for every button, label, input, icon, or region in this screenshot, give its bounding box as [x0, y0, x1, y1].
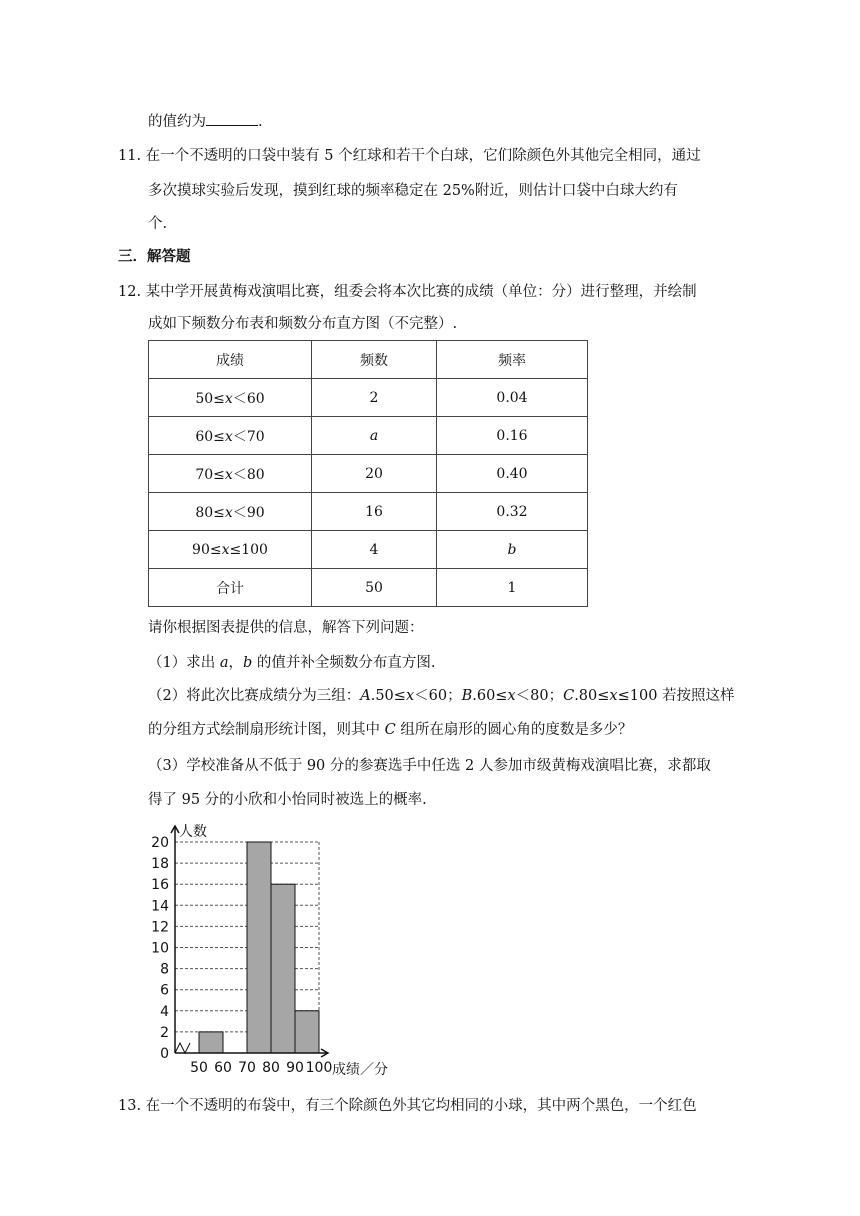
histogram-bar — [271, 884, 295, 1053]
count-cell: 2 — [312, 379, 437, 417]
x-tick-label: 50 — [190, 1060, 208, 1076]
q12-line1: 12. 某中学开展黄梅戏演唱比赛，组委会将本次比赛的成绩（单位：分）进行整理，并绘制 — [118, 284, 697, 300]
table-header-row — [149, 341, 588, 379]
frequency-table — [148, 340, 588, 607]
q12-number: 12. — [118, 284, 142, 300]
x-tick-label: 70 — [238, 1060, 256, 1076]
q11-line2: 多次摸球实验后发现，摸到红球的频率稳定在 25%附近，则估计口袋中白球大约有 — [148, 183, 678, 199]
q11-line1: 11. 在一个不透明的口袋中装有 5 个红球和若干个白球，它们除颜色外其他完全相同，通过 — [118, 148, 701, 164]
y-tick-label: 10 — [151, 940, 169, 957]
y-tick-label: 8 — [160, 961, 169, 978]
q13-number: 13. — [118, 1098, 142, 1114]
q11-line3: 个. — [148, 216, 168, 232]
table-row — [149, 417, 588, 455]
y-tick-label: 6 — [160, 982, 169, 999]
y-tick-label: 4 — [160, 1003, 169, 1020]
x-axis-label: 成绩／分 — [332, 1062, 388, 1078]
frequency-cell: 0.04 — [437, 379, 588, 417]
histogram-bar — [295, 1011, 319, 1053]
total-label: 合计 — [149, 569, 312, 607]
table-total-row — [149, 569, 588, 607]
count-cell: 20 — [312, 455, 437, 493]
x-tick-label: 60 — [214, 1060, 232, 1076]
q12-part1: （1）求出 a，b 的值并补全频数分布直方图. — [148, 655, 436, 671]
frequency-cell: 0.16 — [437, 417, 588, 455]
y-axis-label: 人数 — [179, 824, 207, 840]
y-tick-label: 20 — [151, 835, 169, 851]
y-tick-label: 12 — [151, 919, 169, 936]
header-frequency: 频率 — [437, 341, 588, 379]
q10-tail: 的值约为 . — [148, 111, 263, 132]
score-range-cell: 50≤x＜60 — [149, 379, 312, 417]
header-score: 成绩 — [149, 341, 312, 379]
y-tick-label: 2 — [160, 1024, 169, 1041]
histogram-bar — [247, 842, 271, 1053]
count-cell: 4 — [312, 531, 437, 569]
table-row — [149, 379, 588, 417]
y-tick-label: 14 — [151, 898, 169, 915]
score-range-cell: 90≤x≤100 — [149, 531, 312, 569]
histogram-bar — [199, 1032, 223, 1053]
q12-line2: 成如下频数分布表和频数分布直方图（不完整）. — [148, 316, 458, 332]
frequency-cell: 0.32 — [437, 493, 588, 531]
total-frequency: 1 — [437, 569, 588, 607]
q12-part2-line2: 的分组方式绘制扇形统计图，则其中 C 组所在扇形的圆心角的度数是多少？ — [148, 722, 633, 738]
q13-line1: 13. 在一个不透明的布袋中，有三个除颜色外其它均相同的小球，其中两个黑色，一个红色 — [118, 1098, 697, 1114]
count-cell: a — [312, 417, 437, 455]
q11-number: 11. — [118, 148, 142, 164]
score-range-cell: 60≤x＜70 — [149, 417, 312, 455]
y-tick-label: 0 — [160, 1046, 169, 1062]
score-range-cell: 80≤x＜90 — [149, 493, 312, 531]
q12-part3-line2: 得了 95 分的小欣和小怡同时被选上的概率. — [148, 792, 427, 808]
frequency-cell: 0.40 — [437, 455, 588, 493]
axis-break — [175, 1043, 190, 1053]
frequency-histogram — [140, 814, 410, 1084]
q12-prompt: 请你根据图表提供的信息，解答下列问题： — [148, 620, 424, 636]
y-tick-label: 16 — [151, 877, 169, 894]
table-row — [149, 493, 588, 531]
q12-part3-line1: （3）学校准备从不低于 90 分的参赛选手中任选 2 人参加市级黄梅戏演唱比赛，求都取 — [148, 758, 711, 774]
x-tick-label: 90 — [286, 1060, 304, 1076]
table-row — [149, 531, 588, 569]
total-count: 50 — [312, 569, 437, 607]
q12-part2-line1: （2）将此次比赛成绩分为三组：A.50≤x＜60；B.60≤x＜80；C.80≤x≤100 若按照这样 — [148, 688, 735, 704]
frequency-cell: b — [437, 531, 588, 569]
table-row — [149, 455, 588, 493]
count-cell: 16 — [312, 493, 437, 531]
x-tick-label: 100 — [305, 1060, 333, 1076]
header-count: 频数 — [312, 341, 437, 379]
section-heading: 三．解答题 — [118, 248, 191, 265]
score-range-cell: 70≤x＜80 — [149, 455, 312, 493]
y-tick-label: 18 — [151, 856, 169, 873]
x-tick-label: 80 — [262, 1060, 280, 1076]
answer-blank — [206, 111, 258, 126]
